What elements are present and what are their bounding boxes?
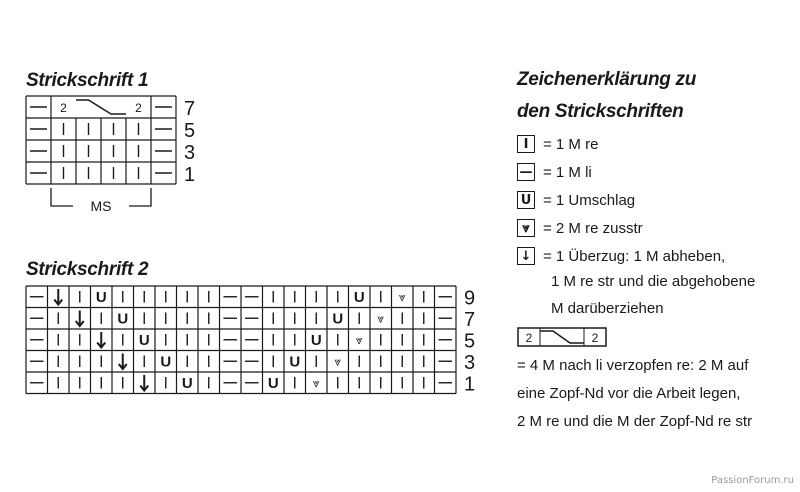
yarn-over-cell [117,310,128,327]
legend-text-knit: = 1 M re [543,135,599,153]
legend-cable-line3: 2 M re und die M der Zopf-Nd re str [517,413,753,430]
skp-cell [54,289,62,305]
skp-cell [97,332,105,348]
svg-text:U: U [95,288,107,306]
yarn-over-cell [160,353,171,370]
legend-cable-line2: eine Zopf-Nd vor die Arbeit legen, [517,385,741,402]
row-number-label: 7 [464,309,476,331]
legend-text-yarn-over: = 1 Umschlag [543,191,636,209]
svg-text:U: U [117,310,129,328]
k2tog-cell [377,311,384,325]
svg-text:⩔: ⩔ [312,375,320,390]
yarn-over-cell [139,332,150,349]
row-number-label: 1 [464,373,476,396]
chart1-grid [26,96,206,231]
watermark: PassionForum.ru [711,475,794,486]
cable-cell [135,101,142,115]
legend-item-k2tog [517,217,643,239]
legend-text-skp: = 1 Überzug: 1 M abheben, [543,247,726,265]
row-number-label: 9 [464,287,476,310]
yarn-over-icon: U [517,191,535,209]
k2tog-cell [334,354,341,368]
chart2-grid [26,286,486,406]
svg-text:2: 2 [525,331,533,345]
k2tog-cell [356,333,363,347]
cable-cross-line [76,100,126,114]
legend-text-k2tog: = 2 M re zusstr [543,219,643,237]
yarn-over-cell [332,310,343,327]
svg-text:U: U [181,374,193,392]
cable-cell [60,101,67,115]
svg-text:U: U [138,331,150,349]
svg-text:U: U [310,331,322,349]
knit-stitch-icon: I [517,135,535,153]
k2tog-cell [313,376,320,390]
repeat-bracket [51,188,73,206]
legend-skp-line2: 1 M re str und die abgehobene [551,273,756,290]
skp-cell [119,354,127,370]
purl-stitch-icon: — [517,163,535,181]
svg-text:U: U [267,374,279,392]
svg-text:⩔: ⩔ [334,354,342,369]
skp-icon: ↓ [517,247,535,265]
legend-item-yarn-over [517,189,635,211]
yarn-over-cell [268,375,279,392]
chart1-title: Strickschrift 1 [26,70,149,91]
row-number-label: 7 [184,98,196,120]
chart2-title: Strickschrift 2 [26,259,149,280]
svg-text:U: U [332,310,344,328]
skp-cell [76,311,84,327]
svg-text:U: U [160,353,172,371]
k2tog-icon: ⩔ [517,219,535,237]
legend-text-purl: = 1 M li [543,163,592,181]
row-number-label: 5 [184,120,196,142]
k2tog-cell [399,290,406,304]
legend-item-knit [517,133,598,155]
legend-skp-line3: M darüberziehen [551,300,664,317]
legend-title-line2: den Strickschriften [517,101,684,122]
yarn-over-cell [182,375,193,392]
yarn-over-cell [354,289,365,306]
row-number-label: 3 [184,142,196,164]
row-number-label: 5 [464,330,476,353]
cable-symbol-icon [517,327,609,349]
svg-text:⩔: ⩔ [398,289,406,304]
yarn-over-cell [311,332,322,349]
svg-text:2: 2 [135,101,142,115]
yarn-over-cell [289,353,300,370]
legend-cable-line1: = 4 M nach li verzopfen re: 2 M auf [517,357,749,374]
repeat-label: MS [90,198,112,214]
svg-text:U: U [289,353,301,371]
repeat-bracket [129,188,151,206]
svg-text:⩔: ⩔ [355,332,363,347]
yarn-over-cell [96,289,107,306]
skp-cell [140,375,148,391]
svg-text:2: 2 [60,101,67,115]
row-number-label: 1 [184,164,196,186]
legend-item-skp [517,245,725,267]
svg-text:2: 2 [591,331,599,345]
svg-text:U: U [353,288,365,306]
svg-text:⩔: ⩔ [377,311,385,326]
row-number-label: 3 [464,352,476,374]
legend-title-line1: Zeichenerklärung zu [517,69,697,90]
legend-item-purl [517,161,592,183]
